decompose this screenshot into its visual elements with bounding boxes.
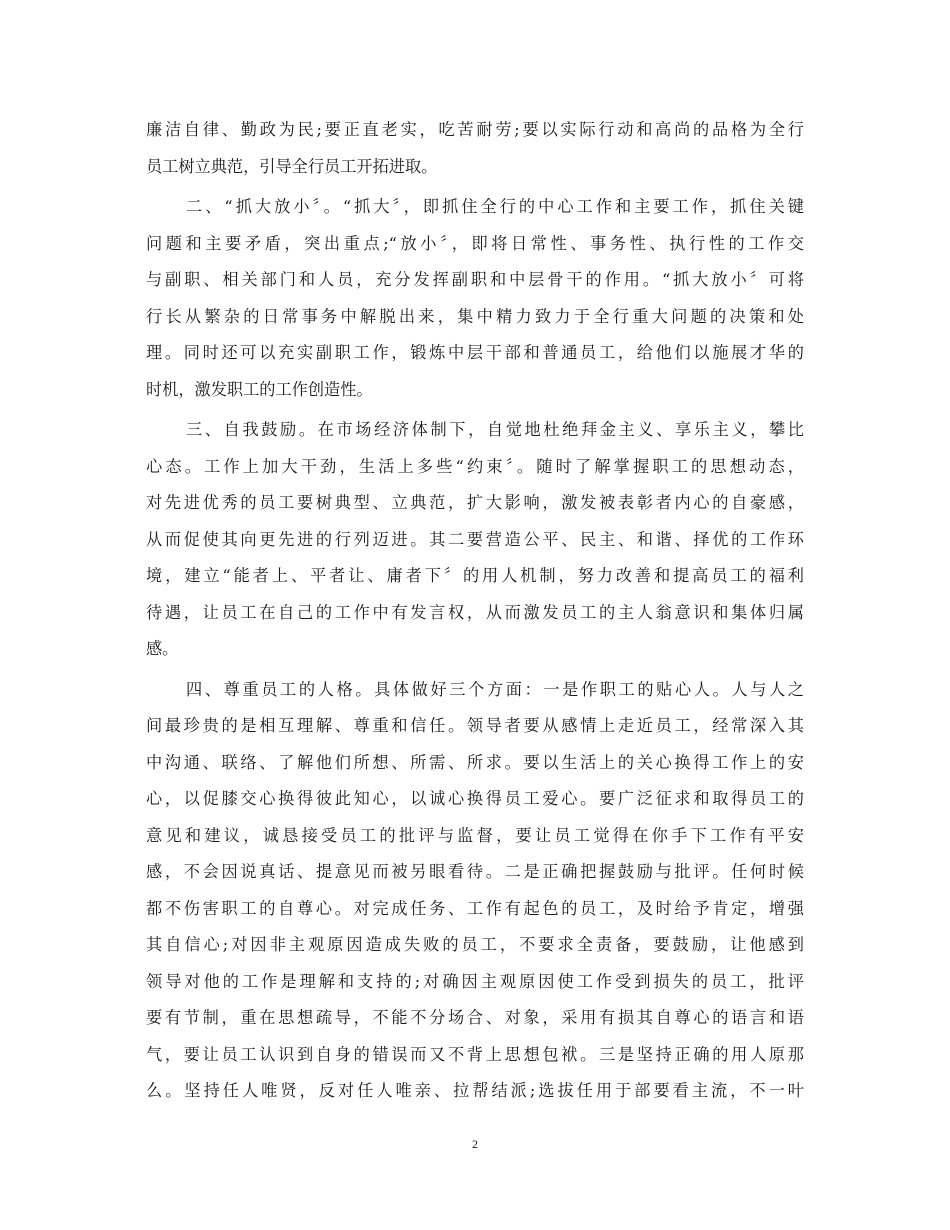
text-line: 理。同时还可以充实副职工作，锻炼中层干部和普通员工，给他们以施展才华的 [146,343,804,362]
text-line: 意见和建议，诚恳接受员工的批评与监督，要让员工觉得在你手下工作有平安 [146,825,804,845]
text-line: 待遇，让员工在自己的工作中有发言权，从而激发员工的主人翁意识和集体归属 [146,602,804,622]
text-line: 其自信心;对因非主观原因造成失败的员工，不要求全责备，要鼓励，让他感到 [146,935,804,954]
text-line: 么。坚持任人唯贤，反对任人唯亲、拉帮结派;选拔任用于部要看主流，不一叶 [146,1081,804,1100]
body-text [146,112,804,1110]
paragraph-start-line: 二、“抓大放小〞。“抓大〞，即抓住全行的中心工作和主要工作，抓住关键 [186,197,804,216]
text-line: 气，要让员工认识到自身的错误而又不背上思想包袱。三是坚持正确的用人原那 [146,1044,804,1064]
text-line: 行长从繁杂的日常事务中解脱出来，集中精力致力于全行重大问题的决策和处 [146,306,804,326]
text-line: 感，不会因说真话、提意见而被另眼看待。二是正确把握鼓励与批评。任何时候 [146,862,804,881]
text-line: 感。 [146,639,179,658]
text-line: 廉洁自律、勤政为民;要正直老实，吃苦耐劳;要以实际行动和高尚的品格为全行 [146,120,804,139]
text-line: 间最珍贵的是相互理解、尊重和信任。领导者要从感情上走近员工，经常深入其 [146,716,804,735]
text-line: 员工树立典范，引导全行员工开拓进取。 [146,156,438,176]
text-line: 中沟通、联络、了解他们所想、所需、所求。要以生活上的关心换得工作上的安 [146,752,804,772]
text-line: 时机，激发职工的工作创造性。 [146,379,373,399]
page-number: 2 [472,1137,478,1151]
text-line: 要有节制，重在思想疏导，不能不分场合、对象，采用有损其自尊心的语言和语 [146,1008,804,1027]
text-line: 都不伤害职工的自尊心。对完成任务、工作有起色的员工，及时给予肯定，增强 [146,898,804,918]
text-line: 境，建立“能者上、平者让、庸者下〞的用人机制，努力改善和提高员工的福利 [146,566,804,585]
text-line: 领导对他的工作是理解和支持的;对确因主观原因使工作受到损失的员工，批评 [146,971,804,991]
text-line: 问题和主要矛盾，突出重点;“放小〞，即将日常性、事务性、执行性的工作交 [146,233,804,253]
text-line: 心态。工作上加大干劲，生活上多些“约束〞。随时了解掌握职工的思想动态， [146,456,804,476]
paragraph-start-line: 三、自我鼓励。在市场经济体制下，自觉地杜绝拜金主义、享乐主义，攀比 [186,420,804,439]
text-line: 对先进优秀的员工要树典型、立典范，扩大影响，激发被表彰者内心的自豪感， [146,493,804,512]
paragraph-start-line: 四、尊重员工的人格。具体做好三个方面：一是作职工的贴心人。人与人之 [186,679,804,699]
text-line: 从而促使其向更先进的行列迈进。其二要营造公平、民主、和谐、择优的工作环 [146,529,804,549]
text-line: 心，以促膝交心换得彼此知心，以诚心换得员工爱心。要广泛征求和取得员工的 [146,789,804,808]
text-line: 与副职、相关部门和人员，充分发挥副职和中层骨干的作用。“抓大放小〞可将 [146,270,804,289]
